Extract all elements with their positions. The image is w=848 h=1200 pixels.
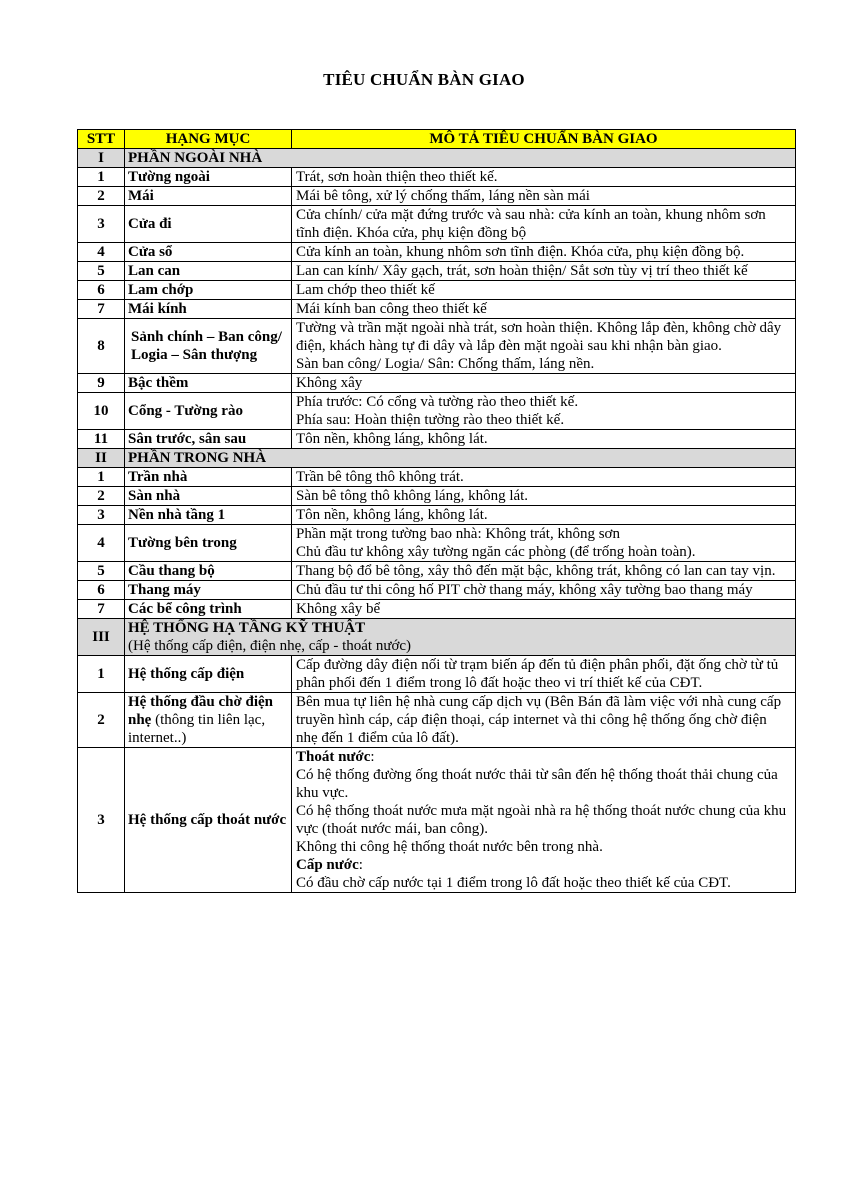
table-row (78, 262, 796, 281)
row-description (292, 281, 796, 300)
row-stt: 4 (78, 243, 125, 262)
row-stt: 6 (78, 281, 125, 300)
description-line: Có hệ thống đường ống thoát nước thải từ sân đến hệ thống thoát thải chung của khu vực. (296, 767, 778, 801)
row-item: Cầu thang bộ (125, 562, 292, 581)
section-name: HỆ THỐNG HẠ TẦNG KỸ THUẬT (128, 620, 366, 636)
row-item: Nền nhà tầng 1 (125, 506, 292, 525)
section-row (78, 149, 796, 168)
header-item: HẠNG MỤC (125, 130, 292, 149)
table-row (78, 506, 796, 525)
row-stt: 5 (78, 562, 125, 581)
row-item: Lam chớp (125, 281, 292, 300)
description-line: Mái kính ban công theo thiết kế (296, 301, 487, 317)
row-description (292, 206, 796, 243)
drainage-heading-line (296, 748, 791, 766)
row-item: Cửa sổ (125, 243, 292, 262)
row-stt: 11 (78, 430, 125, 449)
table-row (78, 748, 796, 893)
row-description (292, 374, 796, 393)
row-description (292, 693, 796, 748)
row-stt: 1 (78, 468, 125, 487)
table-row (78, 430, 796, 449)
row-description (292, 748, 796, 893)
row-description (292, 168, 796, 187)
row-description (292, 656, 796, 693)
description-line: Tôn nền, không láng, không lát. (296, 431, 488, 447)
section-row (78, 619, 796, 656)
row-description (292, 300, 796, 319)
row-item: Sân trước, sân sau (125, 430, 292, 449)
row-stt: 2 (78, 487, 125, 506)
row-item: Hệ thống cấp điện (125, 656, 292, 693)
row-item: Sàn nhà (125, 487, 292, 506)
row-description (292, 506, 796, 525)
table-row (78, 656, 796, 693)
section-name: PHẦN TRONG NHÀ (125, 449, 796, 468)
row-description (292, 243, 796, 262)
table-row (78, 187, 796, 206)
section-row (78, 449, 796, 468)
row-item: Cổng - Tường rào (125, 393, 292, 430)
description-line: Phần mặt trong tường bao nhà: Không trát, không sơn (296, 526, 620, 542)
row-item: Bậc thềm (125, 374, 292, 393)
description-line: Chủ đầu tư không xây tường ngăn các phòng (để trống hoàn toàn). (296, 544, 696, 560)
description-line: Thang bộ đổ bê tông, xây thô đến mặt bậc, không trát, không có lan can tay vịn. (296, 563, 776, 579)
water-supply-heading-colon: : (358, 857, 363, 873)
row-stt: 3 (78, 206, 125, 243)
table-row (78, 374, 796, 393)
row-item: Cửa đi (125, 206, 292, 243)
page-title: TIÊU CHUẨN BÀN GIAO (323, 70, 525, 89)
table-row (78, 393, 796, 430)
description-line: Không xây bể (296, 601, 381, 617)
table-row (78, 487, 796, 506)
row-description (292, 262, 796, 281)
description-line: Không xây (296, 375, 363, 391)
description-line: Cửa chính/ cửa mặt đứng trước và sau nhà: cửa kính an toàn, khung nhôm sơn tĩnh điện. Khóa cửa, phụ kiện đồng bộ (296, 207, 766, 241)
table-header-row (78, 130, 796, 149)
row-description (292, 187, 796, 206)
row-item: Hệ thống cấp thoát nước (125, 748, 292, 893)
row-stt: 6 (78, 581, 125, 600)
description-line: Sàn ban công/ Logia/ Sân: Chống thấm, láng nền. (296, 356, 595, 372)
section-name-cell (125, 619, 796, 656)
water-supply-heading: Cấp nước (296, 857, 359, 873)
description-line: Trát, sơn hoàn thiện theo thiết kế. (296, 169, 498, 185)
row-description (292, 430, 796, 449)
row-item: Mái (125, 187, 292, 206)
description-line: Có hệ thống thoát nước mưa mặt ngoài nhà ra hệ thống thoát nước chung của khu vực (thoát nước mái, ban công). (296, 803, 787, 837)
description-line: Mái bê tông, xử lý chống thấm, láng nền sàn mái (296, 188, 590, 204)
header-description: MÔ TẢ TIÊU CHUẨN BÀN GIAO (292, 130, 796, 149)
description-line: Phía trước: Có cổng và tường rào theo thiết kế. (296, 394, 579, 410)
row-stt: 2 (78, 187, 125, 206)
description-line: Phía sau: Hoàn thiện tường rào theo thiết kế. (296, 412, 565, 428)
row-stt: 1 (78, 656, 125, 693)
section-number: I (78, 149, 125, 168)
row-item: Sảnh chính – Ban công/ Logia – Sân thượng (125, 319, 292, 374)
row-stt: 3 (78, 748, 125, 893)
row-stt: 7 (78, 600, 125, 619)
description-line: Có đầu chờ cấp nước tại 1 điểm trong lô đất hoặc theo thiết kế của CĐT. (296, 875, 731, 891)
row-stt: 7 (78, 300, 125, 319)
row-item: Mái kính (125, 300, 292, 319)
row-description (292, 581, 796, 600)
row-item-cell (125, 693, 292, 748)
row-stt: 3 (78, 506, 125, 525)
row-description (292, 393, 796, 430)
row-description (292, 562, 796, 581)
description-line: Cấp đường dây điện nối từ trạm biến áp đến tủ điện phân phối, đặt ống chờ từ tủ phân phối đến 1 điểm trong lô đất hoặc theo vi trí thiết kế của CĐT. (296, 657, 779, 691)
description-line: Bên mua tự liên hệ nhà cung cấp dịch vụ (Bên Bán đã làm việc với nhà cung cấp truyền hình cáp, cáp điện thoại, cáp internet và thi công hệ thống ống chờ điện nhẹ đến 1 điểm của lô đất). (296, 694, 782, 746)
description-line: Lan can kính/ Xây gạch, trát, sơn hoàn thiện/ Sắt sơn tùy vị trí theo thiết kế (296, 263, 748, 279)
description-line: Không thi công hệ thống thoát nước bên trong nhà. (296, 839, 603, 855)
table-row (78, 300, 796, 319)
row-stt: 2 (78, 693, 125, 748)
row-item: Trần nhà (125, 468, 292, 487)
row-item-note: (thông tin liên lạc, internet..) (128, 712, 266, 746)
table-row (78, 581, 796, 600)
header-stt: STT (78, 130, 125, 149)
row-stt: 5 (78, 262, 125, 281)
row-item: Tường bên trong (125, 525, 292, 562)
section-number: II (78, 449, 125, 468)
row-stt: 8 (78, 319, 125, 374)
handover-standards-table (77, 129, 796, 893)
row-stt: 4 (78, 525, 125, 562)
row-item: Tường ngoài (125, 168, 292, 187)
table-row (78, 468, 796, 487)
row-description (292, 600, 796, 619)
row-item: Các bể công trình (125, 600, 292, 619)
row-stt: 10 (78, 393, 125, 430)
description-line: Trần bê tông thô không trát. (296, 469, 464, 485)
table-row (78, 281, 796, 300)
description-line: Lam chớp theo thiết kế (296, 282, 435, 298)
row-description (292, 525, 796, 562)
table-row (78, 243, 796, 262)
supply-heading-line (296, 856, 791, 874)
table-row (78, 319, 796, 374)
row-stt: 9 (78, 374, 125, 393)
row-description (292, 468, 796, 487)
row-description (292, 487, 796, 506)
table-row (78, 525, 796, 562)
row-description (292, 319, 796, 374)
description-line: Cửa kính an toàn, khung nhôm sơn tĩnh điện. Khóa cửa, phụ kiện đồng bộ. (296, 244, 745, 260)
table-row (78, 693, 796, 748)
table-row (78, 206, 796, 243)
row-item: Hệ thống đầu chờ điện nhẹ (128, 694, 274, 728)
description-line: Chủ đầu tư thi công hố PIT chờ thang máy, không xây tường bao thang máy (296, 582, 753, 598)
table-row (78, 168, 796, 187)
row-item: Thang máy (125, 581, 292, 600)
drainage-heading-colon: : (370, 749, 375, 765)
row-stt: 1 (78, 168, 125, 187)
section-name: PHẦN NGOÀI NHÀ (125, 149, 796, 168)
section-subname: (Hệ thống cấp điện, điện nhẹ, cấp - thoát nước) (128, 638, 412, 654)
table-row (78, 600, 796, 619)
row-item: Lan can (125, 262, 292, 281)
section-number: III (78, 619, 125, 656)
drainage-heading: Thoát nước (296, 749, 371, 765)
description-line: Tường và trần mặt ngoài nhà trát, sơn hoàn thiện. Không lắp đèn, không chờ dây điện, khách hàng tự đi dây và lắp đèn mặt ngoài sau khi nhận bàn giao. (296, 320, 782, 354)
description-line: Sàn bê tông thô không láng, không lát. (296, 488, 529, 504)
table-row (78, 562, 796, 581)
description-line: Tôn nền, không láng, không lát. (296, 507, 488, 523)
